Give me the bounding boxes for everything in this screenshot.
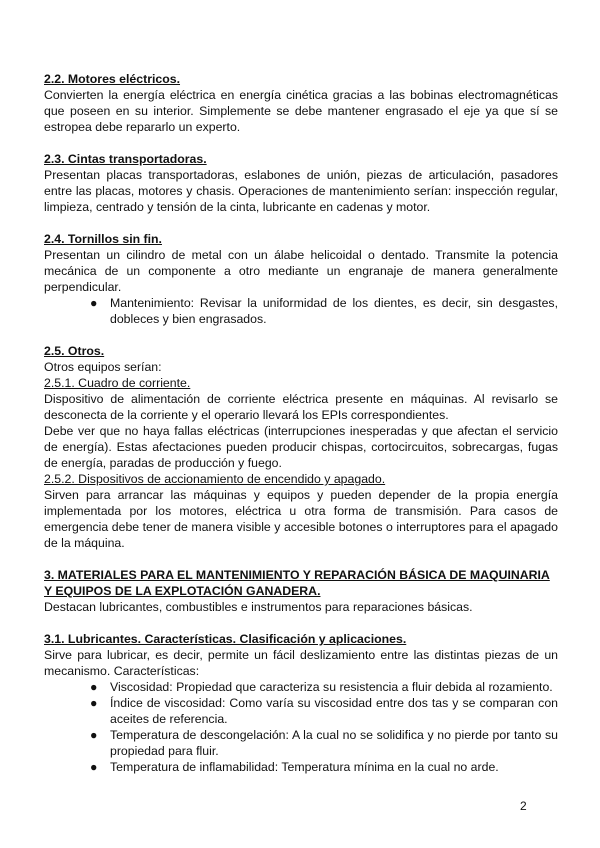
section-intro: Otros equipos serían: xyxy=(44,360,162,374)
list-item-text: Temperatura de inflamabilidad: Temperatura mínima en la cual no arde. xyxy=(110,760,499,774)
bullet-icon: ● xyxy=(90,760,98,774)
section-paragraph: Sirve para lubricar, es decir, permite un fácil deslizamiento entre las distintas piezas de un mecanismo. Características: xyxy=(44,648,558,678)
subsection-heading: 2.5.2. Dispositivos de accionamiento de encendido y apagado. xyxy=(44,472,386,486)
section-3 xyxy=(44,567,558,615)
list-item xyxy=(44,759,558,775)
list-item-text: Temperatura de descongelación: A la cual no se solidifica y no pierde por tanto su propiedad para fluir. xyxy=(110,728,558,758)
section-heading: 2.2. Motores eléctricos. xyxy=(44,72,181,86)
bullet-list xyxy=(44,295,558,327)
section-heading: 2.5. Otros. xyxy=(44,344,105,358)
section-paragraph: Presentan un cilindro de metal con un álabe helicoidal o dentado. Transmite la potencia mecánica de un componente a otro mediante un engranaje de manera generalmente perpendicular. xyxy=(44,248,558,294)
section-paragraph: Sirven para arrancar las máquinas y equipos y pueden depender de la propia energía implementada por los motores, eléctrica u otra forma de transmisión. Para casos de emergencia debe tener de manera visible y accesible botones o interruptores para el apagado de la máquina. xyxy=(44,488,558,550)
section-paragraph: Destacan lubricantes, combustibles e instrumentos para reparaciones básicas. xyxy=(44,600,473,614)
section-paragraph: Presentan placas transportadoras, eslabones de unión, piezas de articulación, pasadores entre las placas, motores y chasis. Operaciones de mantenimiento serían: inspección regular, limpieza, centrado y tensión de la cinta, lubricante en cadenas y motor. xyxy=(44,168,558,214)
chapter-heading: 3. MATERIALES PARA EL MANTENIMIENTO Y REPARACIÓN BÁSICA DE MAQUINARIA Y EQUIPOS DE LA EXPLOTACIÓN GANADERA. xyxy=(44,568,550,598)
list-item xyxy=(44,695,558,727)
list-item xyxy=(44,727,558,759)
section-2-5 xyxy=(44,343,558,551)
section-2-2 xyxy=(44,71,558,135)
bullet-icon: ● xyxy=(90,680,98,694)
subsection-heading: 2.5.1. Cuadro de corriente. xyxy=(44,376,191,390)
section-paragraph: Dispositivo de alimentación de corriente eléctrica presente en máquinas. Al revisarlo se desconecta de la corriente y el operario llevará los EPIs correspondientes. xyxy=(44,392,558,422)
section-2-3 xyxy=(44,151,558,215)
list-item xyxy=(44,679,558,695)
list-item xyxy=(44,295,558,327)
section-heading: 2.4. Tornillos sin fin. xyxy=(44,232,162,246)
bullet-icon: ● xyxy=(90,296,98,310)
page-number: 2 xyxy=(520,799,527,813)
list-item-text: Índice de viscosidad: Como varía su viscosidad entre dos tas y se comparan con aceites de referencia. xyxy=(110,696,558,726)
section-paragraph: Debe ver que no haya fallas eléctricas (interrupciones inesperadas y que afectan el servicio de energía). Estas afectaciones pueden producir chispas, cortocircuitos, sobrecargas, fugas de energía, paradas de producción y fuego. xyxy=(44,424,558,470)
page-content xyxy=(44,71,558,791)
section-2-4 xyxy=(44,231,558,327)
list-item-text: Viscosidad: Propiedad que caracteriza su resistencia a fluir debida al rozamiento. xyxy=(110,680,553,694)
section-paragraph: Convierten la energía eléctrica en energía cinética gracias a las bobinas electromagnéticas que poseen en su interior. Simplemente se debe mantener engrasado el eje ya que sí se estropea debe repararlo un experto. xyxy=(44,88,558,134)
section-heading: 3.1. Lubricantes. Características. Clasificación y aplicaciones. xyxy=(44,632,407,646)
section-heading: 2.3. Cintas transportadoras. xyxy=(44,152,207,166)
bullet-icon: ● xyxy=(90,696,98,710)
bullet-icon: ● xyxy=(90,728,98,742)
section-3-1 xyxy=(44,631,558,775)
list-item-text: Mantenimiento: Revisar la uniformidad de los dientes, es decir, sin desgastes, dobleces y bien engrasados. xyxy=(110,296,558,326)
bullet-list xyxy=(44,679,558,775)
